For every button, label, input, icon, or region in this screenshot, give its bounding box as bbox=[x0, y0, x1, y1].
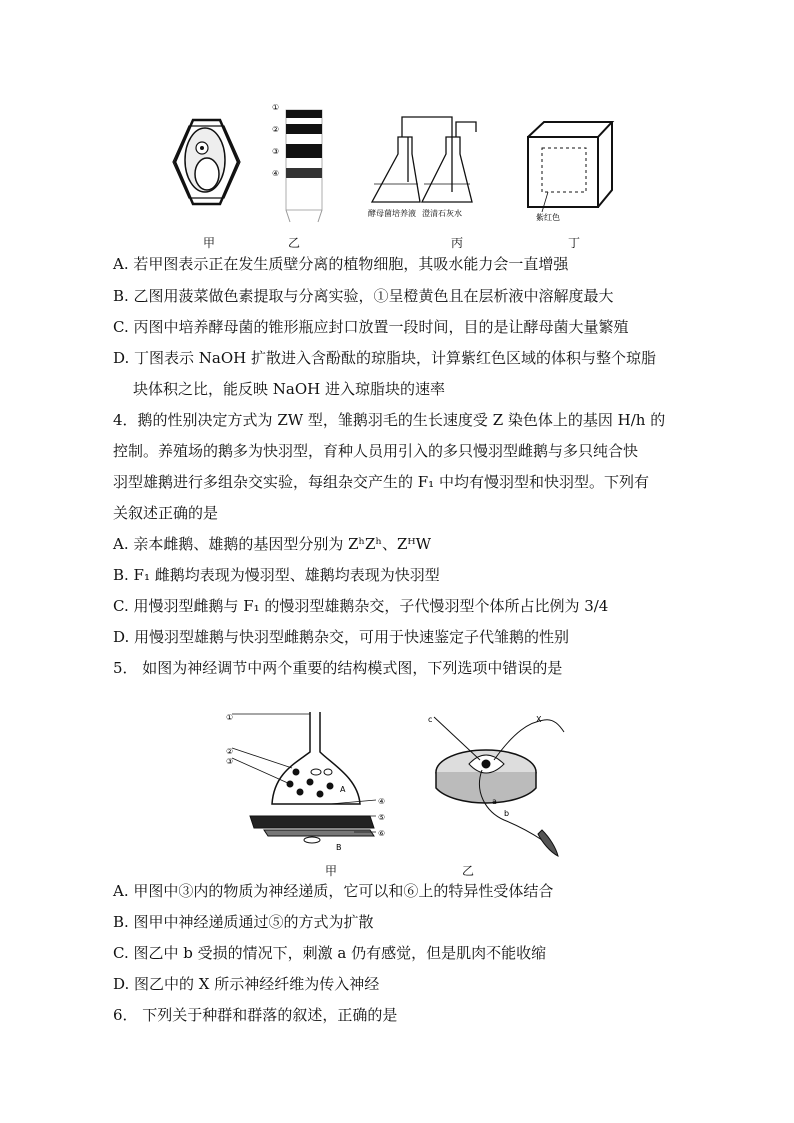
q4-stem-line-1: 4．鹅的性别决定方式为 ZW 型，雏鹅羽毛的生长速度受 Z 染色体上的基因 H/h 的 bbox=[113, 411, 666, 429]
q3-option-c: C. 丙图中培养酵母菌的锥形瓶应封口放置一段时间，目的是让酵母菌大量繁殖 bbox=[113, 318, 629, 336]
caption-yi: 乙 bbox=[288, 236, 301, 250]
synapse-label-3: ③ bbox=[226, 757, 234, 766]
q4-option-b: B. F₁ 雌鹅均表现为慢羽型、雄鹅均表现为快羽型 bbox=[113, 566, 440, 584]
figure-synapse-reflex-arc bbox=[224, 712, 584, 862]
synapse-caption-jia: 甲 bbox=[325, 864, 338, 878]
caption-ding: 丁 bbox=[568, 236, 581, 250]
band-label-4: ④ bbox=[272, 169, 280, 178]
figure-cell-chromatography-flask-cube bbox=[160, 92, 630, 252]
agar-cube-diagram bbox=[528, 122, 612, 212]
cube-label-purple: 紫红色 bbox=[536, 213, 560, 222]
q5-stem: 5． 如图为神经调节中两个重要的结构模式图，下列选项中错误的是 bbox=[113, 659, 563, 677]
q5-option-c: C. 图乙中 b 受损的情况下，刺激 a 仍有感觉，但是肌肉不能收缩 bbox=[113, 944, 547, 962]
band-label-1: ① bbox=[272, 103, 280, 112]
q4-option-d: D. 用慢羽型雄鹅与快羽型雌鹅杂交，可用于快速鉴定子代雏鹅的性别 bbox=[113, 628, 570, 646]
q5-option-b: B. 图甲中神经递质通过⑤的方式为扩散 bbox=[113, 913, 374, 931]
q3-option-d: D. 丁图表示 NaOH 扩散进入含酚酞的琼脂块，计算紫红色区域的体积与整个琼脂 bbox=[113, 349, 657, 367]
synapse-label-2: ② bbox=[226, 747, 234, 756]
flask-label-limewater: 澄清石灰水 bbox=[422, 209, 462, 218]
q6-stem: 6． 下列关于种群和群落的叙述，正确的是 bbox=[113, 1006, 398, 1024]
q5-option-d: D. 图乙中的 X 所示神经纤维为传入神经 bbox=[113, 975, 380, 993]
flask-label-yeast: 酵母菌培养液 bbox=[368, 209, 416, 218]
reflex-label-b: b bbox=[504, 809, 510, 818]
q4-option-c: C. 用慢羽型雌鹅与 F₁ 的慢羽型雄鹅杂交，子代慢羽型个体所占比例为 3/4 bbox=[113, 597, 609, 615]
q4-option-a: A. 亲本雌鹅、雄鹅的基因型分别为 ZʰZʰ、ZᴴW bbox=[113, 535, 432, 553]
synapse-label-4: ④ bbox=[378, 797, 386, 806]
q4-stem-line-3: 羽型雄鹅进行多组杂交实验，每组杂交产生的 F₁ 中均有慢羽型和快羽型。下列有 bbox=[113, 473, 649, 491]
chromatography-strip-diagram bbox=[286, 110, 322, 222]
reflex-arc-diagram bbox=[434, 717, 564, 856]
q3-option-a: A. 若甲图表示正在发生质壁分离的植物细胞，其吸水能力会一直增强 bbox=[113, 255, 569, 273]
synapse-label-5: ⑤ bbox=[378, 813, 386, 822]
reflex-label-c: c bbox=[428, 715, 433, 724]
band-label-3: ③ bbox=[272, 147, 280, 156]
q5-option-a: A. 甲图中③内的物质为神经递质，它可以和⑥上的特异性受体结合 bbox=[113, 882, 554, 900]
synapse-label-A: A bbox=[340, 785, 346, 794]
q4-stem-line-2: 控制。养殖场的鹅多为快羽型，育种人员用引入的多只慢羽型雌鹅与多只纯合快 bbox=[113, 442, 639, 460]
q4-stem-line-4: 关叙述正确的是 bbox=[113, 504, 219, 522]
q3-option-b: B. 乙图用菠菜做色素提取与分离实验，①呈橙黄色且在层析液中溶解度最大 bbox=[113, 287, 614, 305]
plasmolysis-cell-diagram bbox=[173, 120, 240, 204]
band-label-2: ② bbox=[272, 125, 280, 134]
fermentation-flasks-diagram bbox=[372, 117, 476, 202]
reflex-caption-yi: 乙 bbox=[462, 864, 475, 878]
synapse-diagram bbox=[232, 712, 376, 843]
reflex-label-a: a bbox=[492, 797, 497, 806]
synapse-label-B: B bbox=[336, 843, 342, 852]
q3-option-d-cont: 块体积之比，能反映 NaOH 进入琼脂块的速率 bbox=[133, 380, 445, 398]
reflex-label-X: X bbox=[536, 715, 542, 724]
caption-bing: 丙 bbox=[451, 236, 464, 250]
caption-jia: 甲 bbox=[203, 236, 216, 250]
synapse-label-6: ⑥ bbox=[378, 829, 386, 838]
synapse-label-1: ① bbox=[226, 713, 234, 722]
